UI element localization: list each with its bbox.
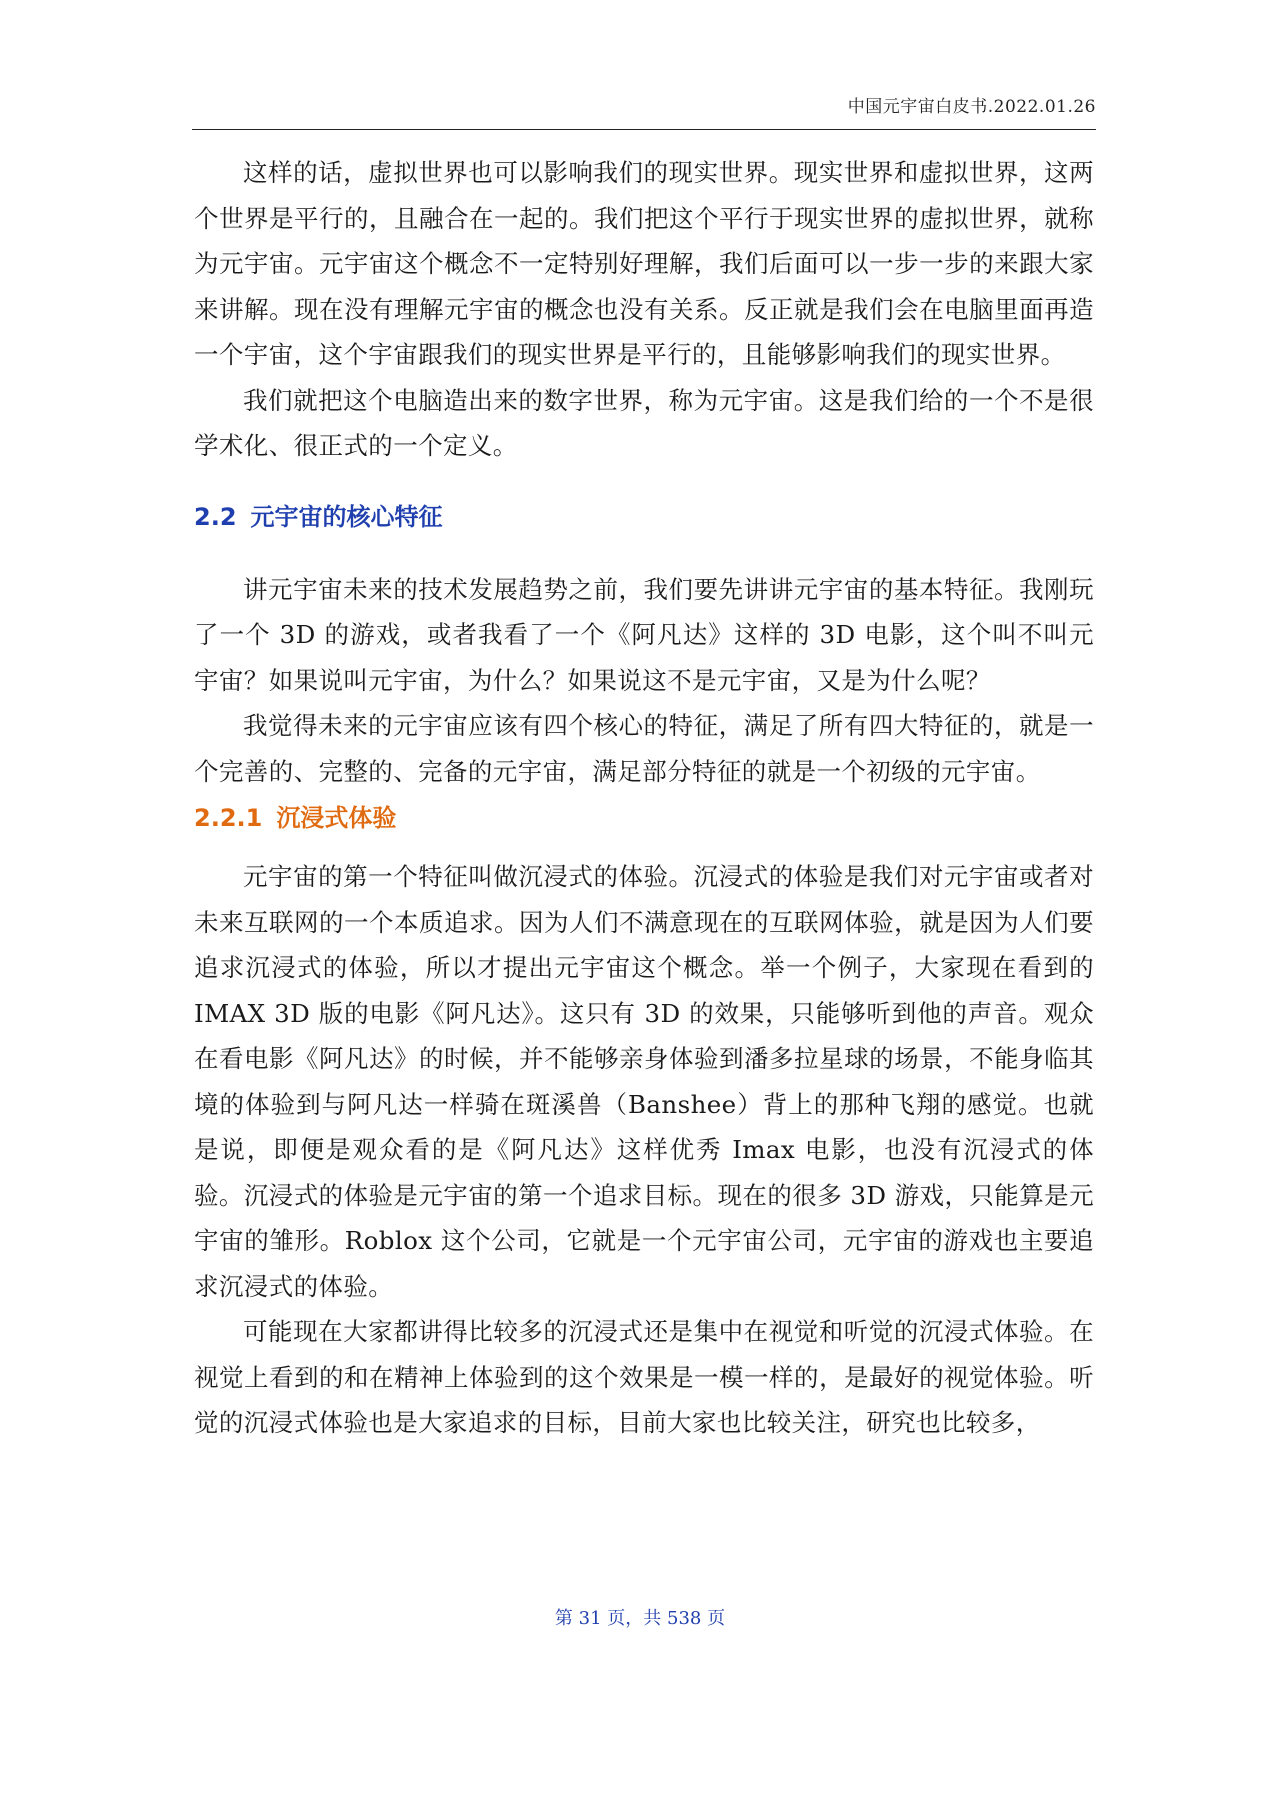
section-title: 元宇宙的核心特征 xyxy=(250,502,443,531)
paragraph: 元宇宙的第一个特征叫做沉浸式的体验。沉浸式的体验是我们对元宇宙或者对未来互联网的一个本质追求。因为人们不满意现在的互联网体验，就是因为人们要追求沉浸式的体验，所以才提出元宇宙这个概念。举一个例子，大家现在看到的 IMAX 3D 版的电影《阿凡达》。这只有 3D 的效果，只能够听到他的声音。观众在看电影《阿凡达》的时候，并不能够亲身体验到潘多拉星球的场景，不能身临其境的体验到与阿凡达一样骑在斑溪兽（Banshee）背上的那种飞翔的感觉。也就是说，即便是观众看的是《阿凡达》这样优秀 Imax 电影，也没有沉浸式的体验。沉浸式的体验是元宇宙的第一个追求目标。现在的很多 3D 游戏，只能算是元宇宙的雏形。Roblox 这个公司，它就是一个元宇宙公司，元宇宙的游戏也主要追求沉浸式的体验。 xyxy=(194,862,1094,1301)
subsection-heading xyxy=(194,798,1094,838)
paragraph: 我觉得未来的元宇宙应该有四个核心的特征，满足了所有四大特征的，就是一个完善的、完整的、完备的元宇宙，满足部分特征的就是一个初级的元宇宙。 xyxy=(194,711,1094,786)
running-header: 中国元宇宙白皮书.2022.01.26 xyxy=(847,97,1096,117)
section-number: 2.2 xyxy=(194,502,237,531)
paragraph: 我们就把这个电脑造出来的数字世界，称为元宇宙。这是我们给的一个不是很学术化、很正式的一个定义。 xyxy=(194,385,1094,460)
section-heading xyxy=(194,497,1094,537)
paragraph: 这样的话，虚拟世界也可以影响我们的现实世界。现实世界和虚拟世界，这两个世界是平行的，且融合在一起的。我们把这个平行于现实世界的虚拟世界，就称为元宇宙。元宇宙这个概念不一定特别好理解，我们后面可以一步一步的来跟大家来讲解。现在没有理解元宇宙的概念也没有关系。反正就是我们会在电脑里面再造一个宇宙，这个宇宙跟我们的现实世界是平行的，且能够影响我们的现实世界。 xyxy=(194,158,1094,369)
subsection-number: 2.2.1 xyxy=(194,804,263,832)
header-rule xyxy=(192,129,1096,130)
paragraph: 讲元宇宙未来的技术发展趋势之前，我们要先讲讲元宇宙的基本特征。我刚玩了一个 3D 的游戏，或者我看了一个《阿凡达》这样的 3D 电影，这个叫不叫元宇宙？如果说叫元宇宙，为什么？如果说这不是元宇宙，又是为什么呢？ xyxy=(194,574,1094,695)
paragraph: 可能现在大家都讲得比较多的沉浸式还是集中在视觉和听觉的沉浸式体验。在视觉上看到的和在精神上体验到的这个效果是一模一样的，是最好的视觉体验。听觉的沉浸式体验也是大家追求的目标，目前大家也比较关注，研究也比较多， xyxy=(194,1317,1094,1437)
page-content xyxy=(194,150,1094,1446)
subsection-title: 沉浸式体验 xyxy=(276,804,397,832)
page-number-footer: 第 31 页，共 538 页 xyxy=(554,1608,726,1629)
